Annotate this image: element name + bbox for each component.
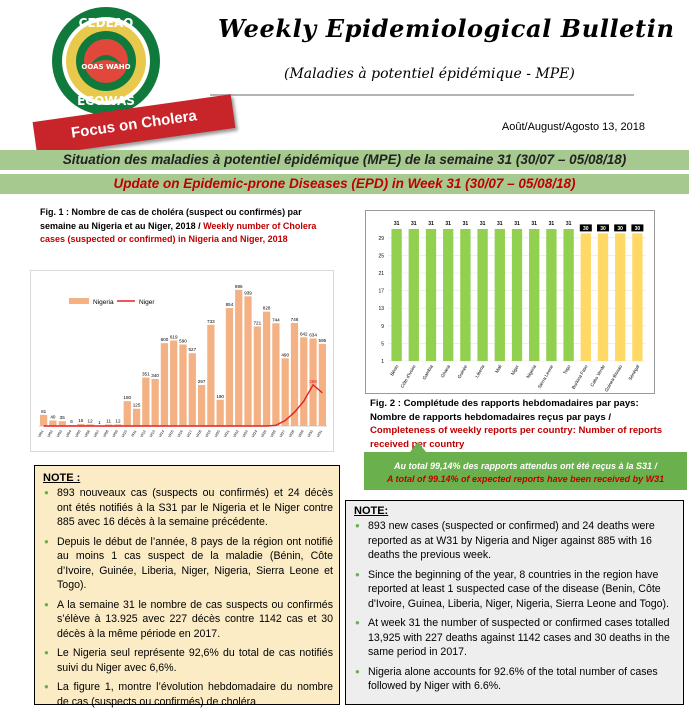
bar-nigeria <box>40 415 47 426</box>
bar-value-label: 12 <box>115 418 121 423</box>
bar-value-label: 986 <box>235 284 243 289</box>
x-tick-label: Gambia <box>421 364 434 381</box>
x-tick-label: Cabo Verde <box>589 364 606 388</box>
bar-value-label: 939 <box>244 290 252 295</box>
bar-value-label: 744 <box>272 317 280 322</box>
x-tick-label: W13 <box>149 430 156 438</box>
x-tick-label: Togo <box>562 364 572 376</box>
callout-line-fr: Au total 99,14% des rapports attendus ont été reçus à la S31 / <box>364 460 687 473</box>
bar-nigeria <box>291 323 298 426</box>
bar-value-label: 40 <box>50 414 56 419</box>
bar-nigeria <box>198 385 205 426</box>
x-tick-label: Nigeria <box>525 364 537 379</box>
x-tick-label: W05 <box>75 430 82 438</box>
x-tick-label: W25 <box>260 430 267 438</box>
bar-completeness <box>563 229 573 361</box>
bar-value-label: 30 <box>583 226 589 232</box>
x-tick-label: W07 <box>93 430 100 438</box>
fig1-svg <box>31 271 333 451</box>
bar-value-label: 527 <box>188 347 196 352</box>
x-tick-label: W02 <box>47 430 54 438</box>
bar-value-label: 31 <box>480 221 486 227</box>
bar-nigeria <box>179 345 186 426</box>
bulletin-subtitle: (Maladies à potentiel épidémique - MPE) <box>284 66 575 82</box>
bar-value-label: 600 <box>161 337 169 342</box>
x-tick-label: W20 <box>214 430 221 438</box>
note-item-en: ● 893 new cases (suspected or confirmed) and 24 deaths were reported as at W31 by Nigeria and Niger against 885 with 16 deaths the previous week. <box>354 519 677 563</box>
bar-value-label: 30 <box>600 226 606 232</box>
x-tick-label: Mali <box>494 364 503 374</box>
bar-value-label: 31 <box>428 221 434 227</box>
bar-value-label: 351 <box>142 372 150 377</box>
bar-value-label: 30 <box>617 226 623 232</box>
note-item-en: ● At week 31 the number of suspected or confirmed cases totalled 13,925 with 227 deaths against 1142 cases and 30 deaths in the same period in 2017. <box>354 616 677 660</box>
bar-value-label: 31 <box>445 221 451 227</box>
bar-value-label: 721 <box>253 320 261 325</box>
x-tick-label: Sénégal <box>628 364 641 381</box>
x-tick-label: W16 <box>177 430 184 438</box>
fig1-caption-en: Weekly number of Cholera cases (suspected or confirmed) in Nigeria and Niger, 2018 <box>40 221 316 245</box>
y-tick-label: 17 <box>378 289 384 295</box>
note-title-fr: NOTE : <box>43 472 333 484</box>
x-tick-label: Guinea-Bissau <box>604 364 624 393</box>
bar-nigeria <box>244 296 251 426</box>
fig1-caption-fr: Fig. 1 : Nombre de cas de choléra (suspect ou confirmés) par semaine au Nigeria et au Niger, 2018 / <box>40 207 302 231</box>
bar-completeness <box>495 229 505 361</box>
bar-value-label: 35 <box>60 415 66 420</box>
x-tick-label: W03 <box>56 430 63 438</box>
x-tick-label: W18 <box>195 430 202 438</box>
bar-value-label: 31 <box>497 221 503 227</box>
x-tick-label: W28 <box>288 430 295 438</box>
bar-value-label: 31 <box>566 221 572 227</box>
bar-nigeria <box>142 378 149 426</box>
legend-label-nigeria: Nigeria <box>93 299 114 306</box>
logo-text-mid: OOAS WAHO <box>81 63 130 71</box>
fig2-caption-en: Completeness of weekly reports per country: Number of reports received per country <box>370 425 662 450</box>
note-item-fr: ● A la semaine 31 le nombre de cas suspects ou confirmés s’élève à 13.925 avec 227 décès contre 1142 cas et 30 décès à la même période en 2017. <box>43 598 333 642</box>
fig1-caption <box>40 206 340 247</box>
x-tick-label: Guinée <box>457 364 469 380</box>
y-tick-label: 21 <box>378 271 384 277</box>
bar-completeness <box>598 233 608 361</box>
x-tick-label: W04 <box>65 430 72 438</box>
completeness-callout <box>364 452 687 490</box>
x-tick-label: W14 <box>158 430 165 438</box>
x-tick-label: W29 <box>297 430 304 438</box>
callout-line-en: A total of 99.14% of expected reports have been received by W31 <box>364 473 687 486</box>
bar-nigeria <box>235 290 242 426</box>
x-tick-label: W17 <box>186 430 193 438</box>
bar-completeness <box>426 229 436 361</box>
logo-text-top: CEDEAO <box>79 16 134 30</box>
x-tick-label: W15 <box>167 430 174 438</box>
bar-nigeria <box>263 312 270 426</box>
y-tick-label: 5 <box>381 341 384 347</box>
bulletin-title: Weekly Epidemiological Bulletin <box>218 14 675 43</box>
bar-value-label: 31 <box>411 221 417 227</box>
bar-completeness <box>581 233 591 361</box>
bar-nigeria <box>300 337 307 426</box>
bar-nigeria <box>49 420 56 426</box>
bar-nigeria <box>124 401 131 426</box>
bar-value-label: 31 <box>549 221 555 227</box>
note-title-en: NOTE: <box>354 505 677 517</box>
y-tick-label: 29 <box>378 236 384 242</box>
bar-completeness <box>615 233 625 361</box>
bar-nigeria <box>226 308 233 426</box>
bar-value-label: 30 <box>635 226 641 232</box>
bar-completeness <box>409 229 419 361</box>
bar-value-label: 595 <box>319 338 327 343</box>
x-tick-label: W01 <box>37 430 44 438</box>
x-tick-label: Sierra Leone <box>537 364 555 390</box>
x-tick-label: Liberia <box>474 364 485 379</box>
bar-value-label: 854 <box>226 302 234 307</box>
niger-value-label: 298 <box>309 379 317 384</box>
bar-value-label: 297 <box>198 379 206 384</box>
header-divider <box>210 94 634 96</box>
x-tick-label: W06 <box>84 430 91 438</box>
bar-value-label: 733 <box>207 319 215 324</box>
bar-value-label: 619 <box>170 335 178 340</box>
note-list-fr <box>43 486 333 709</box>
x-tick-label: W23 <box>242 430 249 438</box>
bar-nigeria <box>59 421 66 426</box>
bar-value-label: 31 <box>514 221 520 227</box>
bar-nigeria <box>217 400 224 426</box>
x-tick-label: Burkina Faso <box>571 364 589 390</box>
bar-value-label: 6 <box>70 419 73 424</box>
note-box-fr <box>34 465 340 705</box>
legend-label-niger: Niger <box>139 299 155 306</box>
y-tick-label: 13 <box>378 306 384 312</box>
bar-nigeria <box>133 409 140 426</box>
bar-nigeria <box>272 323 279 426</box>
y-tick-label: 25 <box>378 253 384 259</box>
bar-nigeria <box>189 353 196 426</box>
x-tick-label: W24 <box>251 430 258 438</box>
bar-nigeria <box>319 344 326 426</box>
bar-completeness <box>391 229 401 361</box>
note-item-fr: ● La figure 1, montre l’évolution hebdomadaire du nombre de cas (suspects ou confirmés) de choléra <box>43 680 333 709</box>
note-item-en: ● Since the beginning of the year, 8 countries in the region have reported at least 1 suspected case of the disease (Benin, Côte d'Ivoire, Guinea, Liberia, Niger, Nigeria, Sierra Leone and Togo). <box>354 568 677 612</box>
bar-nigeria <box>161 343 168 426</box>
bar-value-label: 12 <box>88 418 94 423</box>
x-tick-label: W22 <box>232 430 239 438</box>
note-item-fr: ● Le Nigeria seul représente 92,6% du total de cas notifiés suivi du Niger avec 6,6%. <box>43 646 333 675</box>
x-tick-label: W08 <box>102 430 109 438</box>
x-tick-label: W30 <box>307 430 314 438</box>
fig2-caption-fr: Fig. 2 : Complétude des rapports hebdomadaires par pays: Nombre de rapports hebdomadaires reçus par pays / <box>370 398 639 423</box>
bar-value-label: 15 <box>78 418 84 423</box>
bar-completeness <box>512 229 522 361</box>
bar-completeness <box>460 229 470 361</box>
x-tick-label: W26 <box>270 430 277 438</box>
x-tick-label: W21 <box>223 430 230 438</box>
fig1-chart <box>30 270 334 452</box>
bar-nigeria <box>207 325 214 426</box>
note-box-en <box>345 500 684 705</box>
logo-text-bottom: ECOWAS <box>77 94 135 108</box>
note-item-en: ● Nigeria alone accounts for 92.6% of the total number of cases followed by Niger with 6.6%. <box>354 665 677 694</box>
band-title-en: Update on Epidemic-prone Diseases (EPD) in Week 31 (30/07 – 05/08/18) <box>0 174 689 194</box>
bar-completeness <box>443 229 453 361</box>
bar-nigeria <box>152 379 159 426</box>
bar-value-label: 190 <box>216 394 224 399</box>
bar-nigeria <box>254 326 261 426</box>
bar-value-label: 590 <box>179 339 187 344</box>
ecowas-logo <box>50 5 162 117</box>
fig2-chart <box>365 210 655 394</box>
x-tick-label: W12 <box>140 430 147 438</box>
x-tick-label: Niger <box>510 364 520 376</box>
bar-value-label: 642 <box>300 331 308 336</box>
note-list-en <box>354 519 677 694</box>
bar-value-label: 746 <box>291 317 299 322</box>
bar-completeness <box>529 229 539 361</box>
bar-completeness <box>546 229 556 361</box>
y-tick-label: 9 <box>381 324 384 330</box>
x-tick-label: W09 <box>112 430 119 438</box>
note-item-fr: ● 893 nouveaux cas (suspects ou confirmés) et 24 décès ont étés notifiés à la S31 par le Nigeria et le Niger contre 885 avec 16 décès à la semaine précédente. <box>43 486 333 530</box>
focus-ribbon: Focus on Cholera <box>33 94 236 156</box>
bar-nigeria <box>170 341 177 426</box>
bar-value-label: 81 <box>41 409 47 414</box>
bar-value-label: 634 <box>309 332 317 337</box>
x-tick-label: Côte d'Ivoire <box>400 364 417 389</box>
legend-swatch-nigeria <box>69 298 89 304</box>
bar-value-label: 180 <box>123 395 131 400</box>
bar-completeness <box>477 229 487 361</box>
callout-pointer <box>410 442 426 452</box>
band-title-fr: Situation des maladies à potentiel épidémique (MPE) de la semaine 31 (30/07 – 05/08/18) <box>0 150 689 170</box>
x-tick-label: W31 <box>316 430 323 438</box>
bar-value-label: 31 <box>394 221 400 227</box>
x-tick-label: W19 <box>205 430 212 438</box>
bar-value-label: 340 <box>151 373 159 378</box>
x-tick-label: W27 <box>279 430 286 438</box>
bar-value-label: 31 <box>463 221 469 227</box>
bulletin-date: Août/August/Agosto 13, 2018 <box>502 121 645 133</box>
fig2-svg <box>366 211 654 393</box>
bar-value-label: 1 <box>98 420 101 425</box>
bar-value-label: 490 <box>281 352 289 357</box>
x-tick-label: Ghana <box>440 364 451 379</box>
x-tick-label: Bénin <box>389 364 399 377</box>
bar-nigeria <box>282 358 289 426</box>
x-tick-label: W10 <box>121 430 128 438</box>
note-item-fr: ● Depuis le début de l’année, 8 pays de la région ont notifié au moins 1 cas suspect de la maladie (Bénin, Côte d’Ivoire, Guinée, Liberia, Niger, Nigeria, Sierra Leone et Togo). <box>43 535 333 593</box>
x-tick-label: W11 <box>130 430 137 438</box>
bar-value-label: 828 <box>263 306 271 311</box>
bar-value-label: 125 <box>133 403 141 408</box>
bar-completeness <box>632 233 642 361</box>
bar-value-label: 31 <box>531 221 537 227</box>
bar-value-label: 11 <box>106 418 111 423</box>
y-tick-label: 1 <box>381 359 384 365</box>
